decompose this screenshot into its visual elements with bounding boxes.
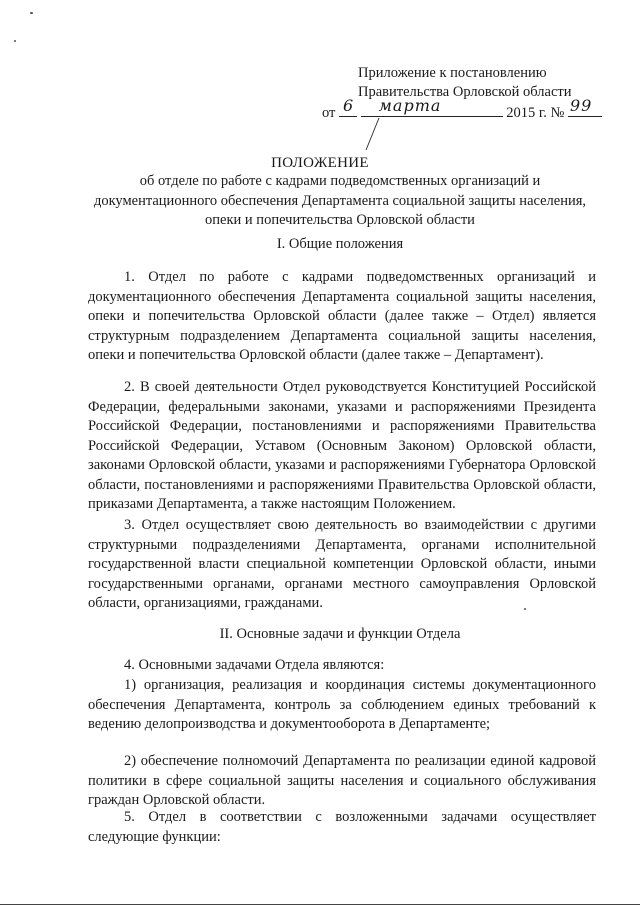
scan-speck	[14, 40, 16, 42]
scan-speck	[524, 608, 526, 610]
paragraph-4: 4. Основными задачами Отдела являются:	[124, 657, 385, 673]
signature-stroke	[366, 118, 392, 150]
section-1-heading: I. Общие положения	[276, 236, 404, 252]
date-number-row	[322, 96, 602, 122]
paragraph-1: 1. Отдел по работе с кадрами подведомственных организаций и документационного обеспечения Департамента социальной защиты населения, опеки и попечительства Орловской области (далее также – Отдел) является структурным подразделением Департамента социальной защиты населения, опеки и попечительства Орловской области (далее также – Департамент).	[88, 269, 596, 363]
handwritten-number: 99	[569, 96, 593, 115]
appendix-line-1: Приложение к постановлению	[358, 65, 547, 81]
paragraph-2: 2. В своей деятельности Отдел руководствуется Конституцией Российской Федерации, федеральными законами, указами и распоряжениями Президента Российской Федерации, постановлениями и распоряжениями Правительства Российской Федерации, Уставом (Основным Законом) Орловской области, законами Орловской области, указами и распоряжениями Губернатора Орловской области, постановлениями и распоряжениями Правительства Орловской области, приказами Департамента, а также настоящим Положением.	[88, 379, 596, 512]
section-2-heading: II. Основные задачи и функции Отдела	[219, 626, 461, 642]
subparagraph-1: 1) организация, реализация и координация системы документационного обеспечения Департамента, контроль за соблюдением единых требований к ведению делопроизводства и документооборота в Департаменте;	[88, 677, 596, 732]
paragraph-5: 5. Отдел в соответствии с возложенными задачами осуществляет следующие функции:	[88, 809, 596, 845]
date-prefix: от	[322, 105, 336, 121]
appendix-line-2: Правительства Орловской области	[358, 84, 572, 100]
subparagraph-2: 2) обеспечение полномочий Департамента по реализации единой кадровой политики в сфере социальной защиты населения и социального обслуживания граждан Орловской области.	[88, 753, 596, 808]
document-title: ПОЛОЖЕНИЕ	[271, 155, 369, 171]
month-blank	[361, 96, 503, 117]
handwritten-month: марта	[378, 96, 442, 115]
scan-speck	[30, 12, 33, 14]
number-blank	[568, 96, 602, 117]
paragraph-3: 3. Отдел осуществляет свою деятельность во взаимодействии с другими структурными подразделениями Департамента, органами исполнительной государственной власти специальной компетенции Орловской области, иными государственными органами, органами местного самоуправления Орловской области, организациями, гражданами.	[88, 517, 596, 611]
document-subtitle: об отделе по работе с кадрами подведомственных организаций и документационного обеспечения Департамента социальной защиты населения, опеки и попечительства Орловской области	[93, 173, 587, 228]
date-year-suffix: 2015 г. №	[506, 105, 565, 121]
day-blank	[339, 96, 357, 117]
handwritten-day: 6	[343, 96, 355, 115]
